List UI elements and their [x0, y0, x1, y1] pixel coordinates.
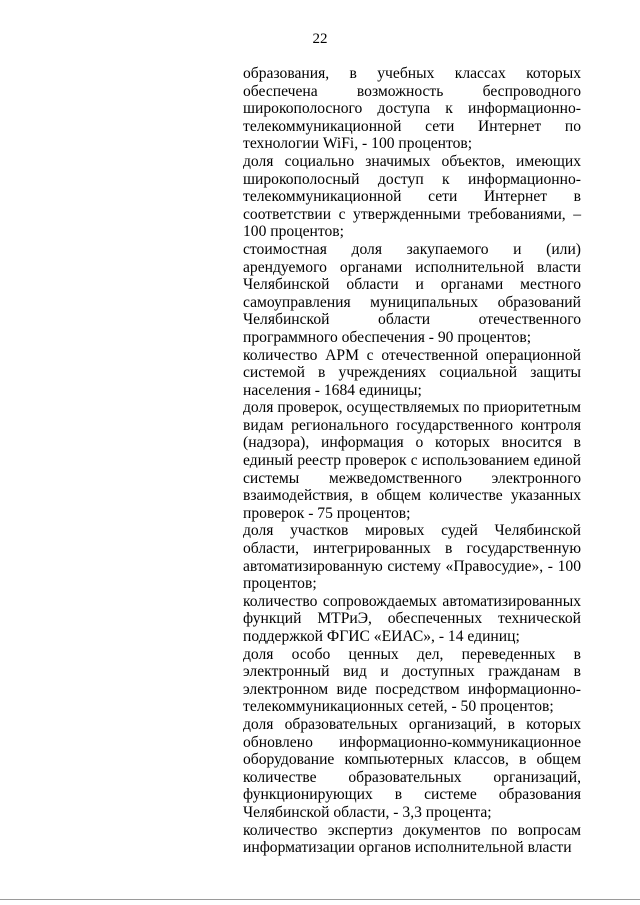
- page-number: 22: [312, 31, 328, 47]
- paragraph-social-objects-broadband: доля социально значимых объектов, имеющих широкополосный доступ к информационно-телекоммуникационной сети Интернет в соответствии с утвержденными требованиями, – 100 процентов;: [243, 152, 581, 241]
- paragraph-computer-classes-update: доля образовательных организаций, в которых обновлено информационно-коммуникационное оборудование компьютерных классов, в общем количестве образовательных организаций, функционирующих в системе образования Челябинской области, - 3,3 процента;: [243, 715, 581, 821]
- paragraph-automated-functions: количество сопровождаемых автоматизированных функций МТРиЭ, обеспеченных технической поддержкой ФГИС «ЕИАС», - 14 единиц;: [243, 592, 581, 645]
- document-body: [243, 65, 581, 857]
- paragraph-inspections-registry: доля проверок, осуществляемых по приоритетным видам регионального государственного контроля (надзора), информация о которых вносится в единый реестр проверок с использованием единой системы межведомственного электронного взаимодействия, в общем количестве указанных проверок - 75 процентов;: [243, 399, 582, 522]
- bottom-divider: [0, 899, 640, 900]
- paragraph-archive-digitization: доля особо ценных дел, переведенных в электронный вид и доступных гражданам в электронном виде посредством информационно-телекоммуникационных сетей, - 50 процентов;: [243, 645, 581, 716]
- paragraph-domestic-software-share: стоимостная доля закупаемого и (или) арендуемого органами исполнительной власти Челябинской области и органами местного самоуправления муниципальных образований Челябинской области отечественного программного обеспечения - 90 процентов;: [243, 240, 581, 346]
- paragraph-domestic-os-workstations: количество АРМ с отечественной операционной системой в учреждениях социальной защиты населения - 1684 единицы;: [243, 346, 581, 399]
- paragraph-wifi-classrooms: образования, в учебных классах которых обеспечена возможность беспроводного широкополосного доступа к информационно-телекоммуникационной сети Интернет по технологии WiFi, - 100 процентов;: [243, 65, 581, 153]
- paragraph-expert-reviews: количество экспертиз документов по вопросам информатизации органов исполнительной власти: [243, 821, 581, 857]
- paragraph-magistrate-courts: доля участков мировых судей Челябинской области, интегрированных в государственную автоматизированную систему «Правосудие», - 100 процентов;: [243, 522, 581, 593]
